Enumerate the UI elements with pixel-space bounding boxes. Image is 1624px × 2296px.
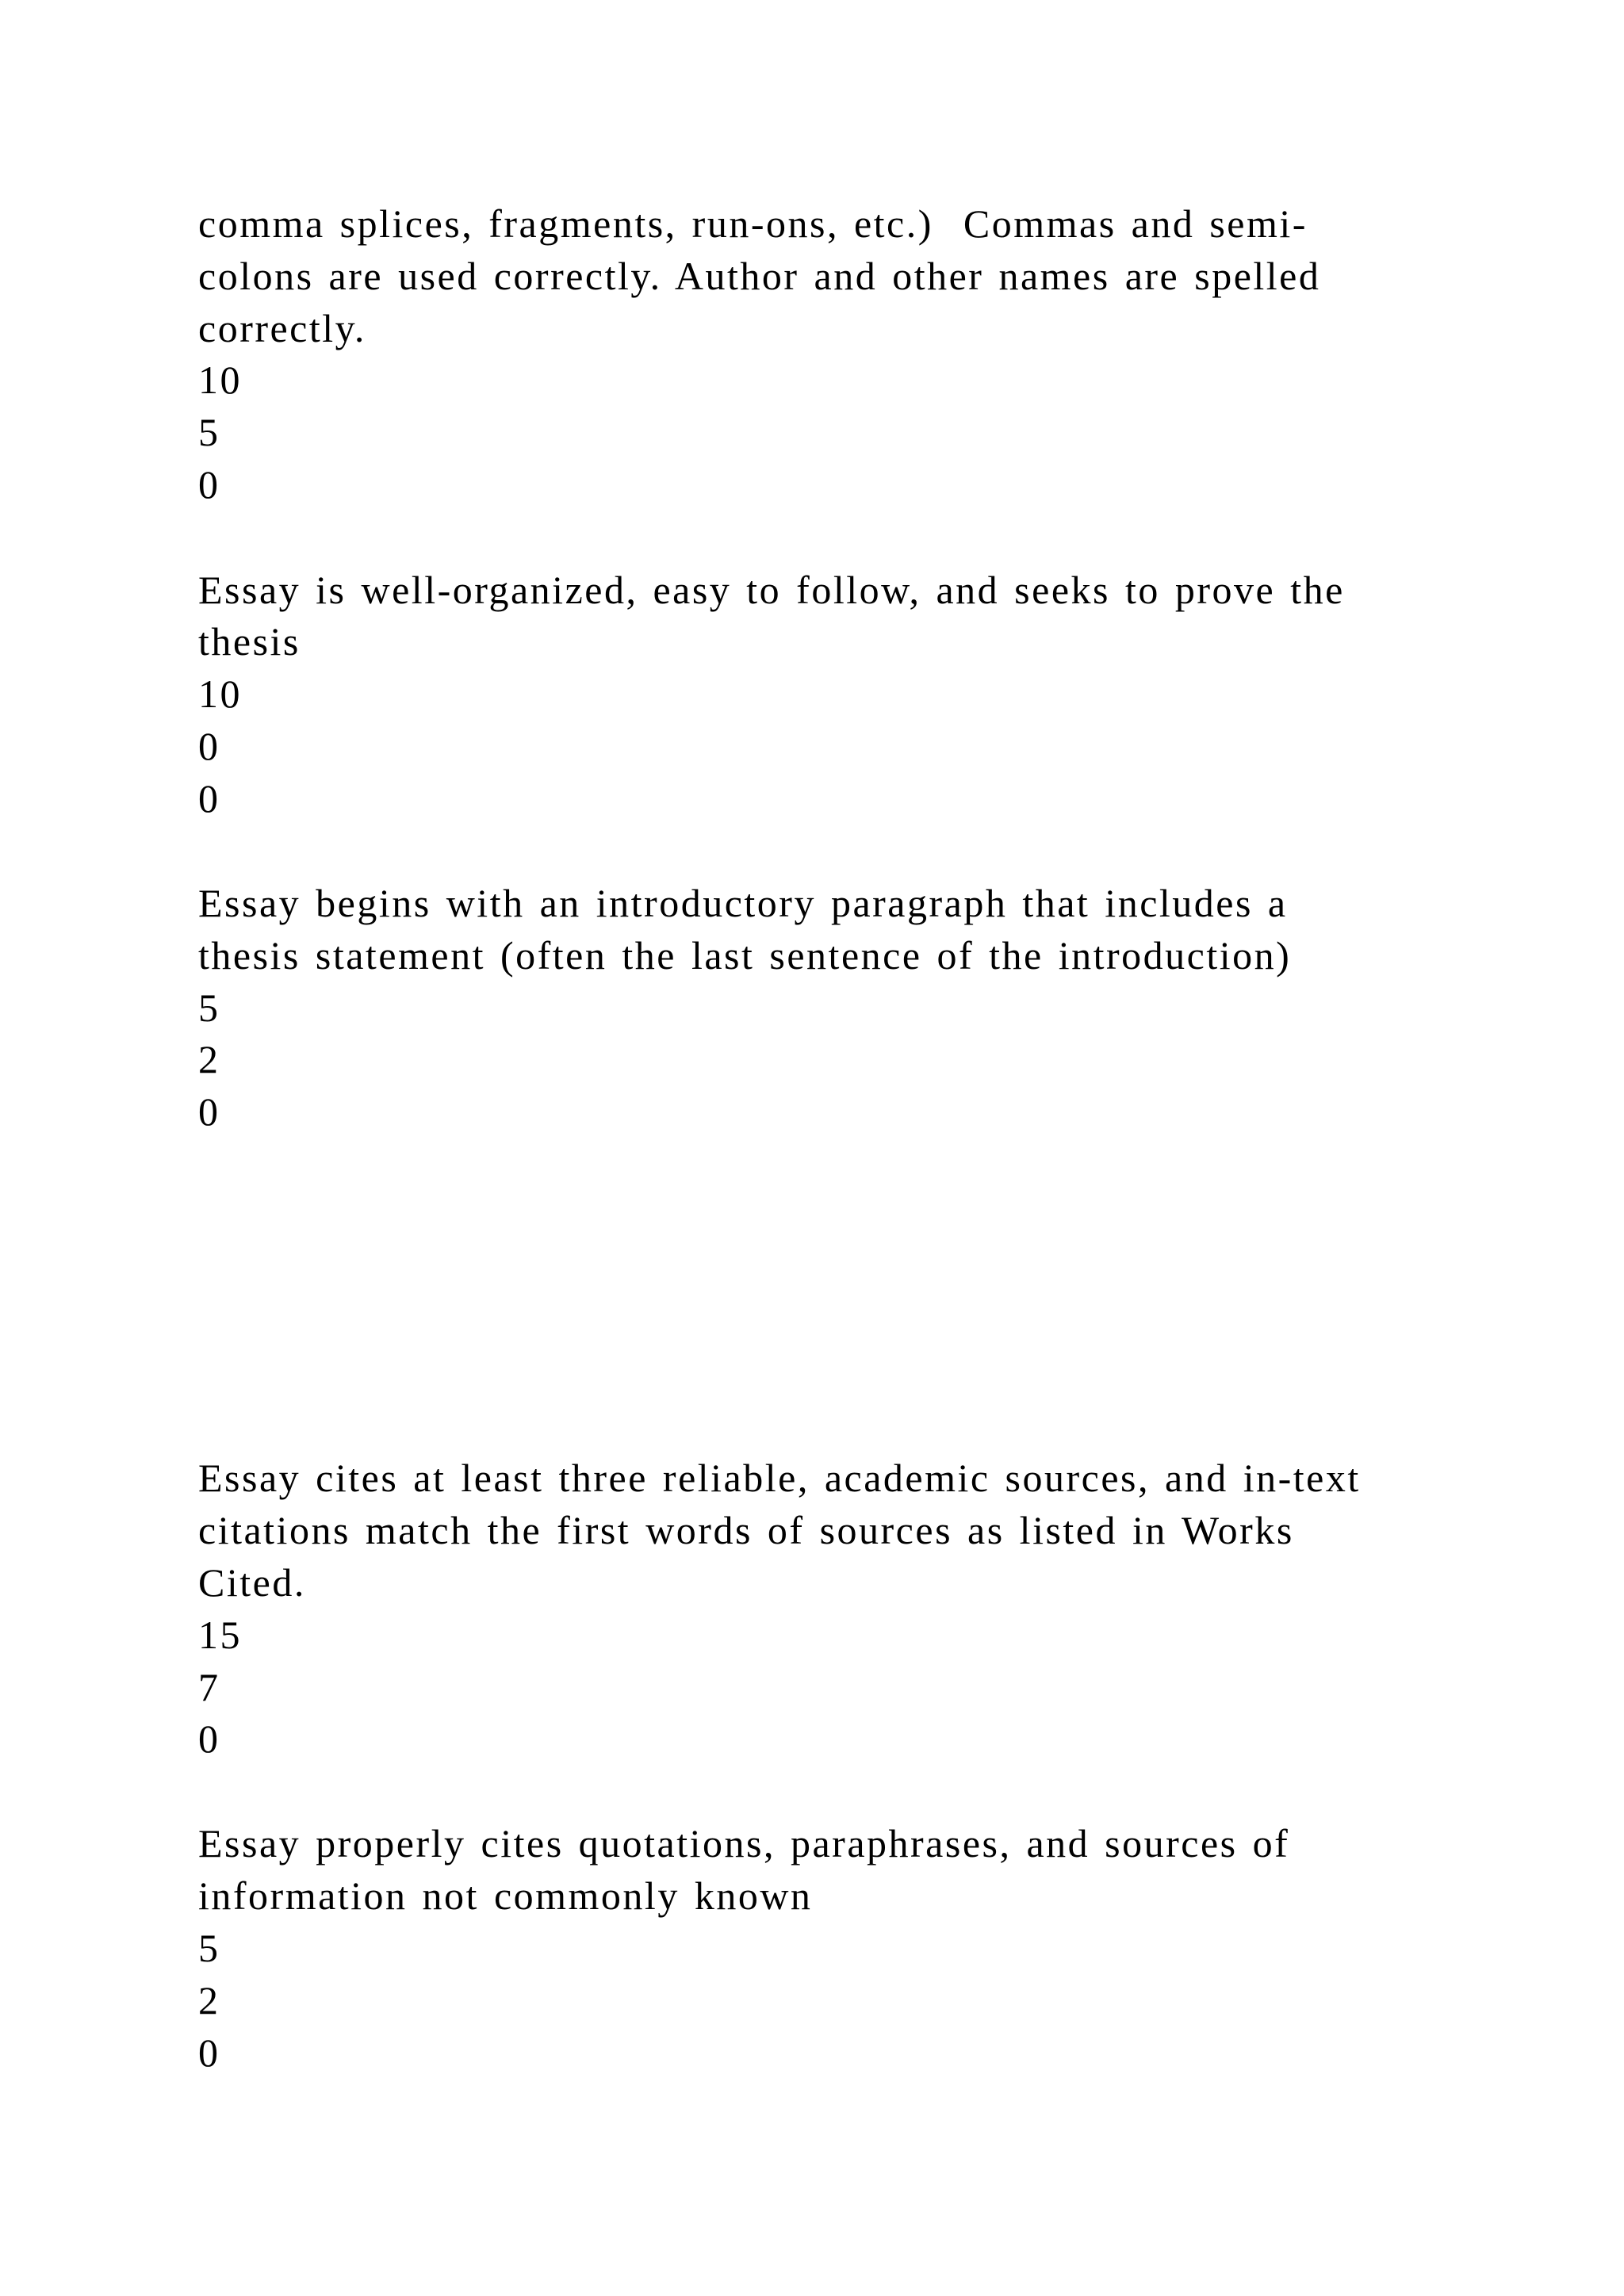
criterion-1-line-2: colons are used correctly. Author and other names are spelled <box>198 254 1321 298</box>
criterion-4-line-3: Cited. <box>198 1560 306 1605</box>
criterion-3-line-2: thesis statement (often the last sentence of the introduction) <box>198 933 1292 978</box>
criterion-3-score-2: 2 <box>198 1037 220 1081</box>
criterion-4-line-1: Essay cites at least three reliable, academic sources, and in-text <box>198 1456 1361 1500</box>
criterion-1-score-2: 5 <box>198 410 220 454</box>
criterion-4-line-2: citations match the first words of sources as listed in Works <box>198 1508 1294 1552</box>
criterion-2-line-2: thesis <box>198 619 301 664</box>
criterion-1-line-1: comma splices, fragments, run-ons, etc.) Commas and semi- <box>198 201 1308 246</box>
criterion-5-score-1: 5 <box>198 1926 220 1970</box>
criterion-5-score-3: 0 <box>198 2030 220 2075</box>
criterion-2-line-1: Essay is well-organized, easy to follow, and seeks to prove the <box>198 568 1345 612</box>
criterion-4-score-2: 7 <box>198 1665 220 1709</box>
criterion-1-line-3: correctly. <box>198 306 366 350</box>
criterion-5-line-1: Essay properly cites quotations, paraphrases, and sources of <box>198 1821 1290 1866</box>
criterion-4-score-3: 0 <box>198 1716 220 1761</box>
criterion-3-score-3: 0 <box>198 1089 220 1134</box>
criterion-2-score-3: 0 <box>198 776 220 821</box>
criterion-5-line-2: information not commonly known <box>198 1873 813 1918</box>
criterion-3-score-1: 5 <box>198 985 220 1030</box>
criterion-3-line-1: Essay begins with an introductory paragraph that includes a <box>198 881 1288 925</box>
criterion-2-score-1: 10 <box>198 672 242 716</box>
criterion-1-score-3: 0 <box>198 462 220 507</box>
criterion-4-score-1: 15 <box>198 1613 242 1657</box>
criterion-2-score-2: 0 <box>198 724 220 768</box>
criterion-1-score-1: 10 <box>198 358 242 402</box>
criterion-5-score-2: 2 <box>198 1978 220 2022</box>
